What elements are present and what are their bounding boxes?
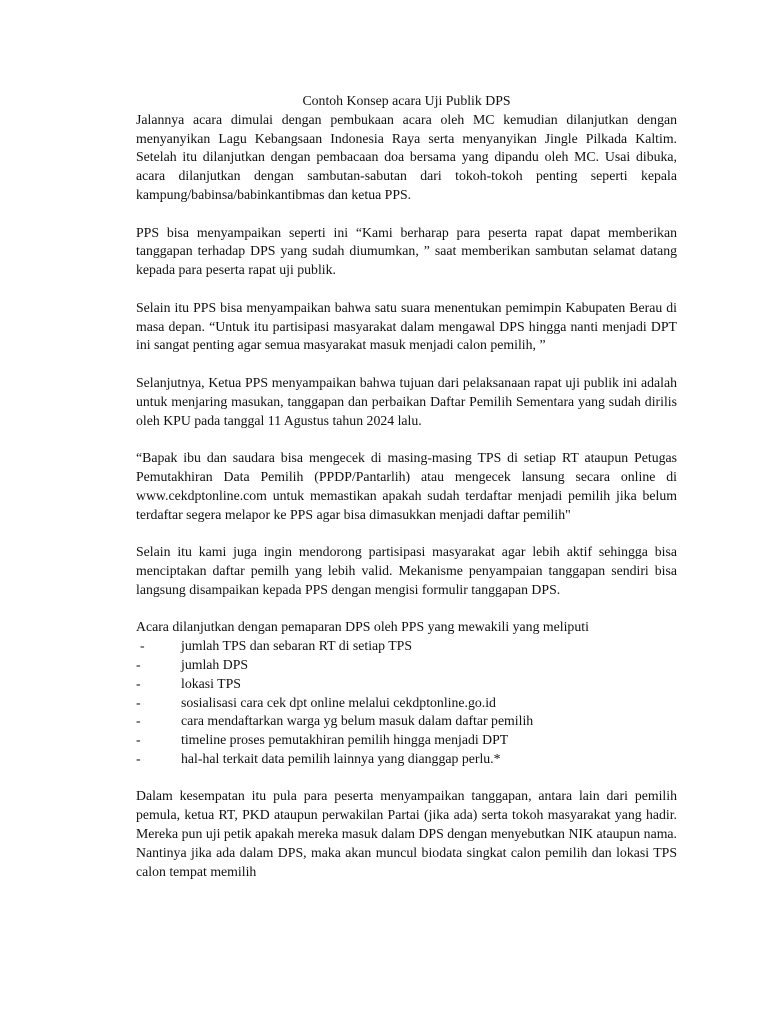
list-dash: -: [136, 675, 141, 691]
paragraph-check-tps: “Bapak ibu dan saudara bisa mengecek di masing-masing TPS di setiap RT ataupun Petugas Pemutakhiran Data Pemilih (PPDP/Pantarlih) atau mengecek lansung secara online di www.cekdptonline.com untuk memastikan apakah sudah terdaftar menjadi pemilih jika belum terdaftar segera melapor ke PPS agar bisa dimasukkan menjadi daftar pemilih": [136, 450, 677, 522]
document-body: [136, 92, 677, 900]
list-item-text: sosialisasi cara cek dpt online melalui cekdptonline.go.id: [181, 694, 496, 710]
paragraph-opening: Jalannya acara dimulai dengan pembukaan acara oleh MC kemudian dilanjutkan dengan menyanyikan Lagu Kebangsaan Indonesia Raya serta menyanyikan Jingle Pilkada Kaltim. Setelah itu dilanjutkan dengan pembacaan doa bersama yang dipandu oleh MC. Usai dibuka, acara dilanjutkan dengan sambutan-sabutan dari tokoh-tokoh penting seperti kepala kampung/babinsa/babinkantibmas dan ketua PPS.: [136, 111, 677, 202]
list-item: [136, 712, 677, 731]
list-dash: -: [136, 750, 141, 766]
paragraph-one-vote: Selain itu PPS bisa menyampaikan bahwa satu suara menentukan pemimpin Kabupaten Berau di masa depan. “Untuk itu partisipasi masyarakat dalam mengawal DPS hingga nanti menjadi DPT ini sangat penting agar semua masyarakat masuk menjadi calon pemilih, ”: [136, 299, 677, 353]
list-intro: Acara dilanjutkan dengan pemaparan DPS oleh PPS yang mewakili yang meliputi: [136, 619, 589, 635]
document-title: Contoh Konsep acara Uji Publik DPS: [302, 93, 511, 108]
list-dash: -: [140, 638, 145, 654]
list-item-text: lokasi TPS: [181, 675, 241, 691]
list-item: [136, 694, 677, 713]
list-item-text: timeline proses pemutakhiran pemilih hingga menjadi DPT: [181, 732, 509, 748]
paragraph-participation: Selain itu kami juga ingin mendorong partisipasi masyarakat agar lebih aktif sehingga bisa menciptakan daftar pemilh yang lebih valid. Mekanisme penyampaian tanggapan sendiri bisa langsung disampaikan kepada PPS dengan mengisi formulir tanggapan DPS.: [136, 544, 677, 597]
list-item-text: jumlah DPS: [181, 656, 249, 672]
list-item: [136, 750, 677, 769]
list-item: [136, 637, 677, 656]
list-dash: -: [136, 656, 141, 672]
list-item-text: jumlah TPS dan sebaran RT di setiap TPS: [181, 638, 413, 654]
list-dash: -: [136, 694, 141, 710]
paragraph-purpose: Selanjutnya, Ketua PPS menyampaikan bahwa tujuan dari pelaksanaan rapat uji publik ini adalah untuk menjaring masukan, tanggapan dan perbaikan Daftar Pemilih Sementara yang sudah dirilis oleh KPU pada tanggal 11 Agustus tahun 2024 lalu.: [136, 374, 677, 428]
list-item: [136, 656, 677, 675]
list-dash: -: [136, 713, 141, 729]
list-item: [136, 731, 677, 750]
list-item-text: cara mendaftarkan warga yg belum masuk dalam daftar pemilih: [181, 713, 534, 729]
agenda-list: [136, 637, 677, 769]
list-item: [136, 675, 677, 694]
paragraph-pps-remarks: PPS bisa menyampaikan seperti ini “Kami berharap para peserta rapat dapat memberikan tanggapan terhadap DPS yang sudah diumumkan, ” saat memberikan sambutan selamat datang kepada para peserta rapat uji publik.: [136, 224, 677, 278]
paragraph-closing: Dalam kesempatan itu pula para peserta menyampaikan tanggapan, antara lain dari pemilih pemula, ketua RT, PKD ataupun perwakilan Partai (jika ada) serta tokoh masyarakat yang hadir. Mereka pun uji petik apakah mereka masuk dalam DPS dengan menyebutkan NIK ataupun nama. Nantinya jika ada dalam DPS, maka akan muncul biodata singkat calon pemilih dan lokasi TPS calon tempat memilih: [136, 788, 677, 879]
list-dash: -: [136, 732, 141, 748]
list-item-text: hal-hal terkait data pemilih lainnya yang dianggap perlu.*: [181, 750, 501, 766]
